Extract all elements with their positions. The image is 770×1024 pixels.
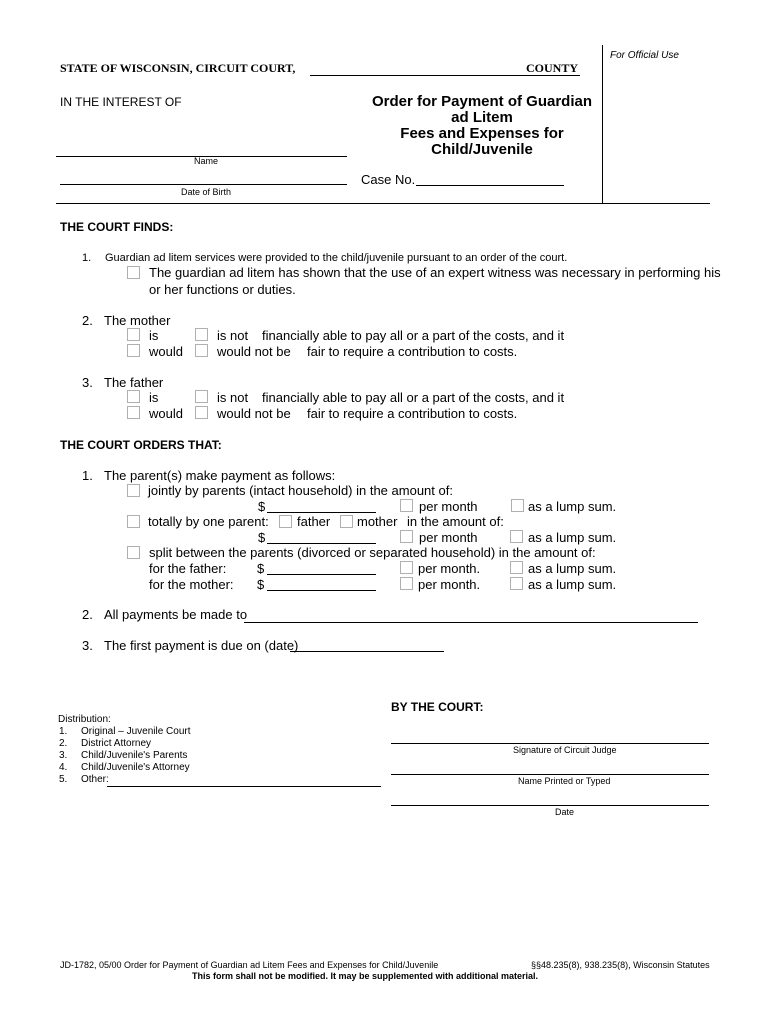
judge-name-label: Name Printed or Typed	[518, 776, 611, 786]
split-father-per-month-label: per month.	[418, 561, 481, 576]
distribution-item-num: 3.	[59, 750, 68, 761]
totally-per-month-checkbox[interactable]	[400, 530, 413, 543]
mother-label: The mother	[104, 313, 171, 328]
split-mother-amount-field[interactable]	[267, 590, 376, 591]
payments-to-label: All payments be made to	[104, 607, 248, 622]
father-financial-text: financially able to pay all or a part of the costs, and it	[262, 390, 565, 405]
first-payment-label: The first payment is due on (date)	[104, 638, 299, 653]
split-checkbox[interactable]	[127, 546, 140, 559]
totally-amount-field[interactable]	[267, 543, 376, 544]
orders-item1-text: The parent(s) make payment as follows:	[104, 468, 336, 483]
jointly-dollar: $	[258, 499, 266, 514]
distribution-item: Original – Juvenile Court	[81, 726, 191, 737]
totally-father-checkbox[interactable]	[279, 515, 292, 528]
totally-dollar: $	[258, 530, 266, 545]
mother-is-label: is	[149, 328, 159, 343]
distribution-heading: Distribution:	[58, 714, 111, 725]
distribution-item-num: 4.	[59, 762, 68, 773]
court-finds-heading: THE COURT FINDS:	[60, 220, 174, 234]
jointly-lump-checkbox[interactable]	[511, 499, 524, 512]
court-orders-heading: THE COURT ORDERS THAT:	[60, 438, 222, 452]
judge-name-field[interactable]	[391, 774, 709, 775]
orders-item3-number: 3.	[82, 638, 93, 653]
expert-witness-text-2: or her functions or duties.	[149, 282, 296, 297]
mother-would-label: would	[149, 344, 183, 359]
split-mother-label: for the mother:	[149, 577, 234, 592]
signature-date-label: Date	[555, 807, 575, 817]
totally-lump-label: as a lump sum.	[528, 530, 617, 545]
distribution-item: Child/Juvenile's Attorney	[81, 762, 190, 773]
case-no-field[interactable]	[416, 185, 564, 186]
jointly-amount-field[interactable]	[267, 512, 376, 513]
dob-field[interactable]	[60, 184, 347, 185]
father-would-not-checkbox[interactable]	[195, 406, 208, 419]
totally-text: totally by one parent:	[148, 514, 269, 529]
jointly-lump-label: as a lump sum.	[528, 499, 617, 514]
mother-is-not-label: is not	[217, 328, 249, 343]
distribution-other-field[interactable]	[107, 786, 381, 787]
father-is-checkbox[interactable]	[127, 390, 140, 403]
footer-notice: This form shall not be modified. It may be supplemented with additional material.	[192, 971, 539, 981]
finds-item1-text: Guardian ad litem services were provided to the child/juvenile pursuant to an order of the court.	[105, 252, 568, 264]
distribution-item: Other:	[81, 774, 109, 785]
official-use-label: For Official Use	[610, 50, 679, 61]
mother-would-checkbox[interactable]	[127, 344, 140, 357]
father-is-not-checkbox[interactable]	[195, 390, 208, 403]
finds-item2-number: 2.	[82, 313, 93, 328]
split-father-lump-checkbox[interactable]	[510, 561, 523, 574]
judge-signature-label: Signature of Circuit Judge	[513, 745, 617, 755]
father-is-label: is	[149, 390, 159, 405]
split-father-amount-field[interactable]	[267, 574, 376, 575]
split-father-label: for the father:	[149, 561, 227, 576]
title-line-3: Fees and Expenses for	[400, 125, 564, 142]
split-mother-dollar: $	[257, 577, 265, 592]
father-is-not-label: is not	[217, 390, 249, 405]
mother-would-not-checkbox[interactable]	[195, 344, 208, 357]
in-interest-label: IN THE INTEREST OF	[60, 95, 182, 109]
jointly-text: jointly by parents (intact household) in the amount of:	[148, 483, 453, 498]
totally-lump-checkbox[interactable]	[510, 530, 523, 543]
distribution-item-num: 1.	[59, 726, 68, 737]
state-circuit-label: STATE OF WISCONSIN, CIRCUIT COURT,	[60, 61, 296, 75]
mother-is-not-checkbox[interactable]	[195, 328, 208, 341]
father-would-checkbox[interactable]	[127, 406, 140, 419]
split-mother-per-month-checkbox[interactable]	[400, 577, 413, 590]
header-divider	[56, 203, 710, 204]
title-line-4: Child/Juvenile	[431, 141, 533, 158]
distribution-item: Child/Juvenile's Parents	[81, 750, 188, 761]
totally-checkbox[interactable]	[127, 515, 140, 528]
mother-financial-text: financially able to pay all or a part of the costs, and it	[262, 328, 565, 343]
form-title	[362, 94, 602, 158]
father-label: The father	[104, 375, 164, 390]
split-father-per-month-checkbox[interactable]	[400, 561, 413, 574]
jointly-per-month-label: per month	[419, 499, 478, 514]
expert-witness-text-1: The guardian ad litem has shown that the use of an expert witness was necessary in performing his	[149, 265, 721, 280]
father-fair-text: fair to require a contribution to costs.	[307, 406, 518, 421]
orders-item2-number: 2.	[82, 607, 93, 622]
split-mother-lump-label: as a lump sum.	[528, 577, 617, 592]
distribution-item: District Attorney	[81, 738, 152, 749]
footer-statutes: §§48.235(8), 938.235(8), Wisconsin Statutes	[531, 960, 710, 970]
mother-would-not-label: would not be	[217, 344, 291, 359]
jointly-per-month-checkbox[interactable]	[400, 499, 413, 512]
judge-signature-field[interactable]	[391, 743, 709, 744]
split-mother-lump-checkbox[interactable]	[510, 577, 523, 590]
father-would-not-label: would not be	[217, 406, 291, 421]
split-father-lump-label: as a lump sum.	[528, 561, 617, 576]
mother-fair-text: fair to require a contribution to costs.	[307, 344, 518, 359]
county-line[interactable]	[310, 75, 580, 76]
case-no-label: Case No.	[361, 172, 416, 187]
totally-mother-checkbox[interactable]	[340, 515, 353, 528]
distribution-item-num: 5.	[59, 774, 68, 785]
jointly-checkbox[interactable]	[127, 484, 140, 497]
finds-item1-number: 1.	[82, 252, 92, 264]
signature-date-field[interactable]	[391, 805, 709, 806]
title-line-2: ad Litem	[451, 109, 513, 126]
payments-to-field[interactable]	[244, 622, 698, 623]
county-label: COUNTY	[526, 61, 579, 75]
orders-item1-number: 1.	[82, 468, 93, 483]
totally-per-month-label: per month	[419, 530, 478, 545]
totally-father-label: father	[297, 514, 331, 529]
finds-item3-number: 3.	[82, 375, 93, 390]
split-text: split between the parents (divorced or separated household) in the amount of:	[149, 545, 596, 560]
father-would-label: would	[149, 406, 183, 421]
official-use-divider	[602, 45, 603, 203]
expert-witness-checkbox[interactable]	[127, 266, 140, 279]
distribution-item-num: 2.	[59, 738, 68, 749]
title-line-1: Order for Payment of Guardian	[371, 93, 593, 110]
name-label: Name	[194, 156, 219, 166]
dob-label: Date of Birth	[181, 187, 232, 197]
split-father-dollar: $	[257, 561, 265, 576]
footer-form-id: JD-1782, 05/00 Order for Payment of Guardian ad Litem Fees and Expenses for Child/Juvenile	[60, 960, 439, 970]
by-the-court-label: BY THE COURT:	[391, 700, 484, 714]
first-payment-date-field[interactable]	[290, 651, 444, 652]
totally-in-amount-text: in the amount of:	[407, 514, 504, 529]
totally-mother-label: mother	[357, 514, 398, 529]
split-mother-per-month-label: per month.	[418, 577, 481, 592]
mother-is-checkbox[interactable]	[127, 328, 140, 341]
